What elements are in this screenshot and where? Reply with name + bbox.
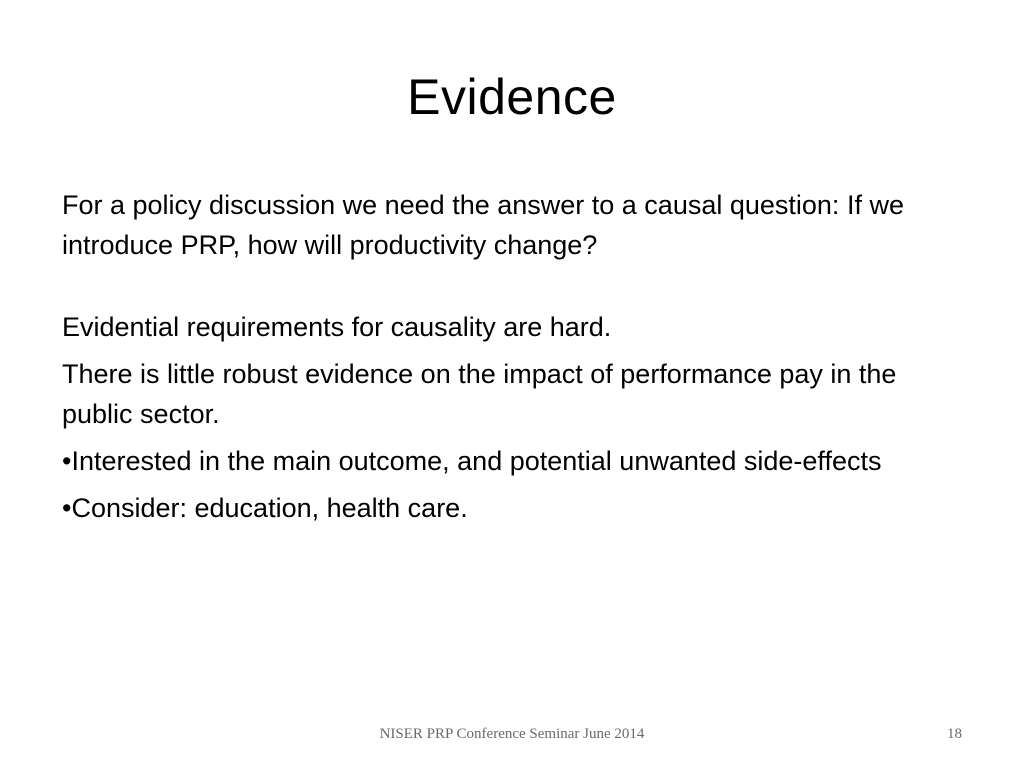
bullet-consider: •Consider: education, health care. <box>62 493 468 523</box>
paragraph-causal-question: For a policy discussion we need the answer to a causal question: If we introduce PRP, how will productivity change? <box>62 190 904 260</box>
footer-text: NISER PRP Conference Seminar June 2014 <box>379 726 645 742</box>
slide-title: Evidence <box>407 69 617 125</box>
paragraph-robust-evidence: There is little robust evidence on the impact of performance pay in the public sector. <box>62 359 897 429</box>
page-number: 18 <box>947 726 962 742</box>
bullet-main-outcome: •Interested in the main outcome, and potential unwanted side-effects <box>62 446 882 476</box>
paragraph-evidential-requirements: Evidential requirements for causality are hard. <box>62 312 612 342</box>
slide-body <box>62 185 972 528</box>
